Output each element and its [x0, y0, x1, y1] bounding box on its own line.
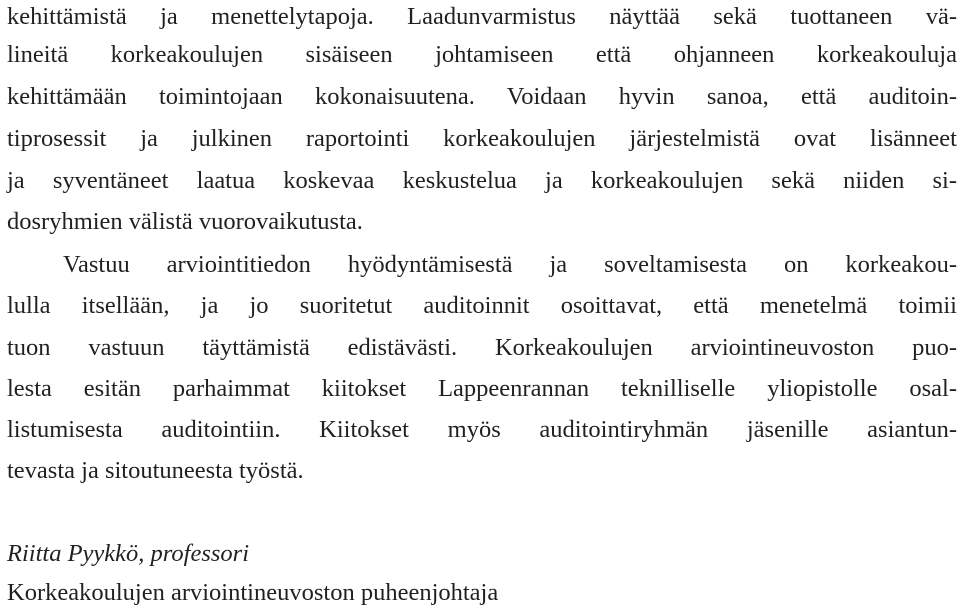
- text-line: Vastuu arviointitiedon hyödyntämisestä ja soveltamisesta on korkeakou-: [63, 251, 957, 278]
- text-line: kehittämään toimintojaan kokonaisuutena. Voidaan hyvin sanoa, että auditoin-: [7, 83, 957, 110]
- text-line: listumisesta auditointiin. Kiitokset myös auditointiryhmän jäsenille asiantun-: [7, 416, 957, 443]
- text-line: lineitä korkeakoulujen sisäiseen johtamiseen että ohjanneen korkeakouluja: [7, 41, 957, 68]
- text-line: ja syventäneet laatua koskevaa keskustelua ja korkeakoulujen sekä niiden si-: [7, 167, 957, 194]
- text-line: tevasta ja sitoutuneesta työstä.: [7, 457, 304, 484]
- text-line: lesta esitän parhaimmat kiitokset Lappeenrannan teknilliselle yliopistolle osal-: [7, 375, 957, 402]
- text-line: tuon vastuun täyttämistä edistävästi. Korkeakoulujen arviointineuvoston puo-: [7, 334, 957, 361]
- signatory-title: Korkeakoulujen arviointineuvoston puheenjohtaja: [7, 579, 499, 606]
- text-line: dosryhmien välistä vuorovaikutusta.: [7, 208, 363, 235]
- text-line: tiprosessit ja julkinen raportointi korkeakoulujen järjestelmistä ovat lisänneet: [7, 125, 957, 152]
- signatory-name: Riitta Pyykkö, professori: [7, 540, 249, 567]
- text-line: kehittämistä ja menettelytapoja. Laadunvarmistus näyttää sekä tuottaneen vä-: [7, 3, 957, 30]
- text-line: lulla itsellään, ja jo suoritetut auditoinnit osoittavat, että menetelmä toimii: [7, 292, 957, 319]
